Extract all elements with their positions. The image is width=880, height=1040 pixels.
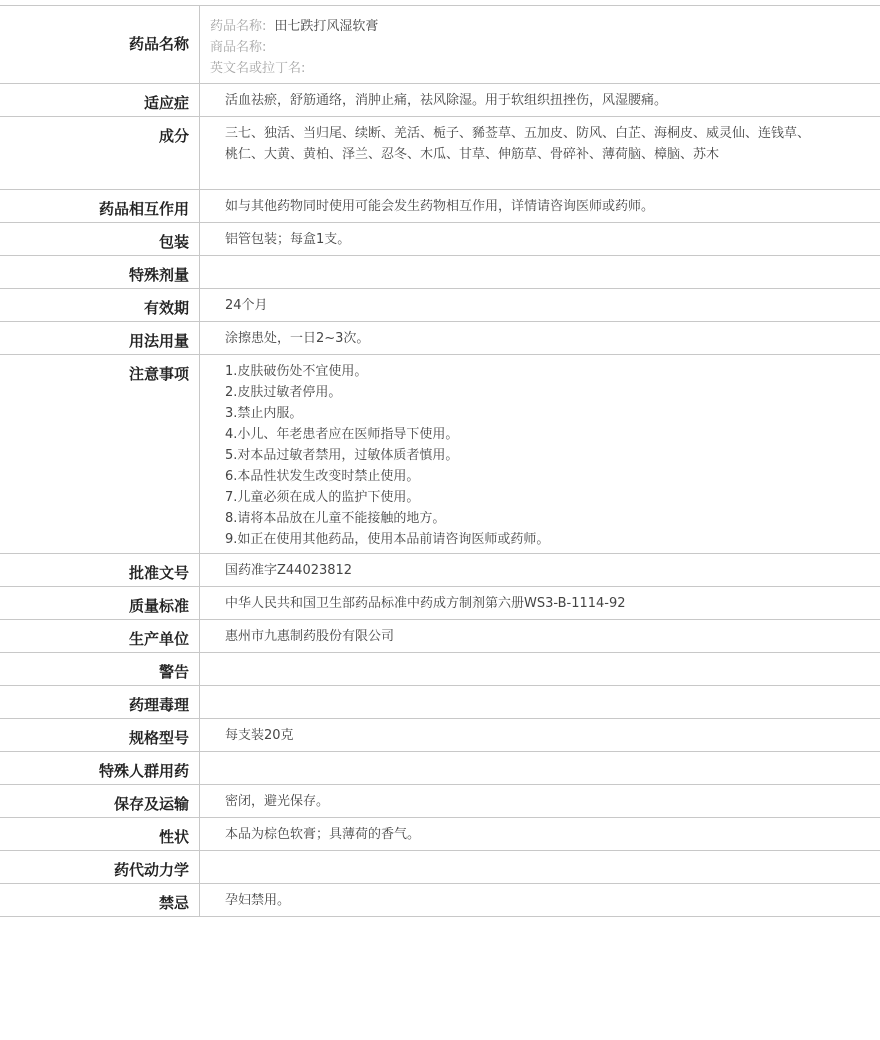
- spec-row-pharmacology: [0, 686, 880, 719]
- latin-name-line: [210, 58, 860, 79]
- spec-row-pharmacokinetics: [0, 851, 880, 884]
- row-value: 24个月: [225, 298, 268, 313]
- row-value: 活血祛瘀，舒筋通络，消肿止痛，祛风除湿。用于软组织扭挫伤，风湿腰痛。: [225, 93, 668, 108]
- row-label: 药品名称: [0, 6, 200, 83]
- precaution-item: 4.小儿、年老患者应在医师指导下使用。: [225, 427, 459, 442]
- precautions-list: [200, 355, 880, 553]
- row-label: 规格型号: [0, 719, 200, 751]
- spec-row-interactions: [0, 190, 880, 223]
- spec-row-storage: [0, 785, 880, 818]
- precaution-item: 3.禁止内服。: [225, 406, 303, 421]
- row-label: 适应症: [0, 84, 200, 116]
- spec-row-description: [0, 818, 880, 851]
- row-value: [200, 686, 880, 718]
- row-label: 注意事项: [0, 355, 200, 553]
- spec-row-contraindications: [0, 884, 880, 917]
- spec-row-special-dosage: [0, 256, 880, 289]
- spec-row-indications: [0, 84, 880, 117]
- spec-row-ingredients: [0, 117, 880, 190]
- row-label: 特殊人群用药: [0, 752, 200, 784]
- spec-row-precautions: [0, 355, 880, 554]
- row-value: [200, 256, 880, 288]
- precaution-item: 6.本品性状发生改变时禁止使用。: [225, 469, 420, 484]
- spec-row-manufacturer: [0, 620, 880, 653]
- row-value: [200, 851, 880, 883]
- spec-row-drug-name: [0, 6, 880, 84]
- row-label: 用法用量: [0, 322, 200, 354]
- row-value: 三七、独活、当归尾、续断、羌活、栀子、豨莶草、五加皮、防风、白芷、海桐皮、威灵仙、连钱草、桃仁、大黄、黄柏、泽兰、忍冬、木瓜、甘草、伸筋草、骨碎补、薄荷脑、樟脑、苏木: [225, 126, 811, 162]
- precaution-item: 7.儿童必须在成人的监护下使用。: [225, 490, 420, 505]
- generic-name-value: 田七跌打风湿软膏: [274, 19, 379, 34]
- row-value: 密闭，避光保存。: [225, 794, 330, 809]
- row-value: 如与其他药物同时使用可能会发生药物相互作用，详情请咨询医师或药师。: [225, 199, 655, 214]
- row-value: 本品为棕色软膏；具薄荷的香气。: [225, 827, 421, 842]
- spec-row-dosage: [0, 322, 880, 355]
- precaution-item: 1.皮肤破伤处不宜使用。: [225, 364, 368, 379]
- row-label: 质量标准: [0, 587, 200, 619]
- spec-row-quality-standard: [0, 587, 880, 620]
- drug-name-block: [200, 6, 880, 83]
- row-label: 包装: [0, 223, 200, 255]
- spec-row-approval-number: [0, 554, 880, 587]
- row-value: [200, 752, 880, 784]
- spec-row-warning: [0, 653, 880, 686]
- row-value: 每支装20克: [225, 728, 294, 743]
- spec-row-packaging: [0, 223, 880, 256]
- row-label: 保存及运输: [0, 785, 200, 817]
- precaution-item: 9.如正在使用其他药品，使用本品前请咨询医师或药师。: [225, 532, 550, 547]
- row-label: 药理毒理: [0, 686, 200, 718]
- row-label: 禁忌: [0, 884, 200, 916]
- generic-name-line: [210, 16, 860, 37]
- row-value: 国药准字Z44023812: [225, 563, 353, 578]
- precaution-item: 5.对本品过敏者禁用，过敏体质者慎用。: [225, 448, 459, 463]
- row-value: 铝管包装；每盒1支。: [225, 232, 351, 247]
- row-label: 特殊剂量: [0, 256, 200, 288]
- spec-row-shelf-life: [0, 289, 880, 322]
- row-label: 药品相互作用: [0, 190, 200, 222]
- row-value: 涂擦患处，一日2~3次。: [225, 331, 370, 346]
- trade-name-line: [210, 37, 860, 58]
- precaution-item: 8.请将本品放在儿童不能接触的地方。: [225, 511, 446, 526]
- drug-spec-table: [0, 5, 880, 917]
- row-label: 警告: [0, 653, 200, 685]
- latin-name-label: 英文名或拉丁名:: [210, 61, 306, 76]
- spec-row-specification: [0, 719, 880, 752]
- row-value: 中华人民共和国卫生部药品标准中药成方制剂第六册WS3-B-1114-92: [225, 596, 626, 611]
- row-value: 孕妇禁用。: [225, 893, 291, 908]
- trade-name-label: 商品名称:: [210, 40, 267, 55]
- row-label: 生产单位: [0, 620, 200, 652]
- row-value: 惠州市九惠制药股份有限公司: [225, 629, 395, 644]
- row-label: 有效期: [0, 289, 200, 321]
- precaution-item: 2.皮肤过敏者停用。: [225, 385, 342, 400]
- row-label: 成分: [0, 117, 200, 189]
- row-label: 批准文号: [0, 554, 200, 586]
- generic-name-label: 药品名称:: [210, 19, 267, 34]
- row-label: 药代动力学: [0, 851, 200, 883]
- spec-row-special-populations: [0, 752, 880, 785]
- row-value: [200, 653, 880, 685]
- row-label: 性状: [0, 818, 200, 850]
